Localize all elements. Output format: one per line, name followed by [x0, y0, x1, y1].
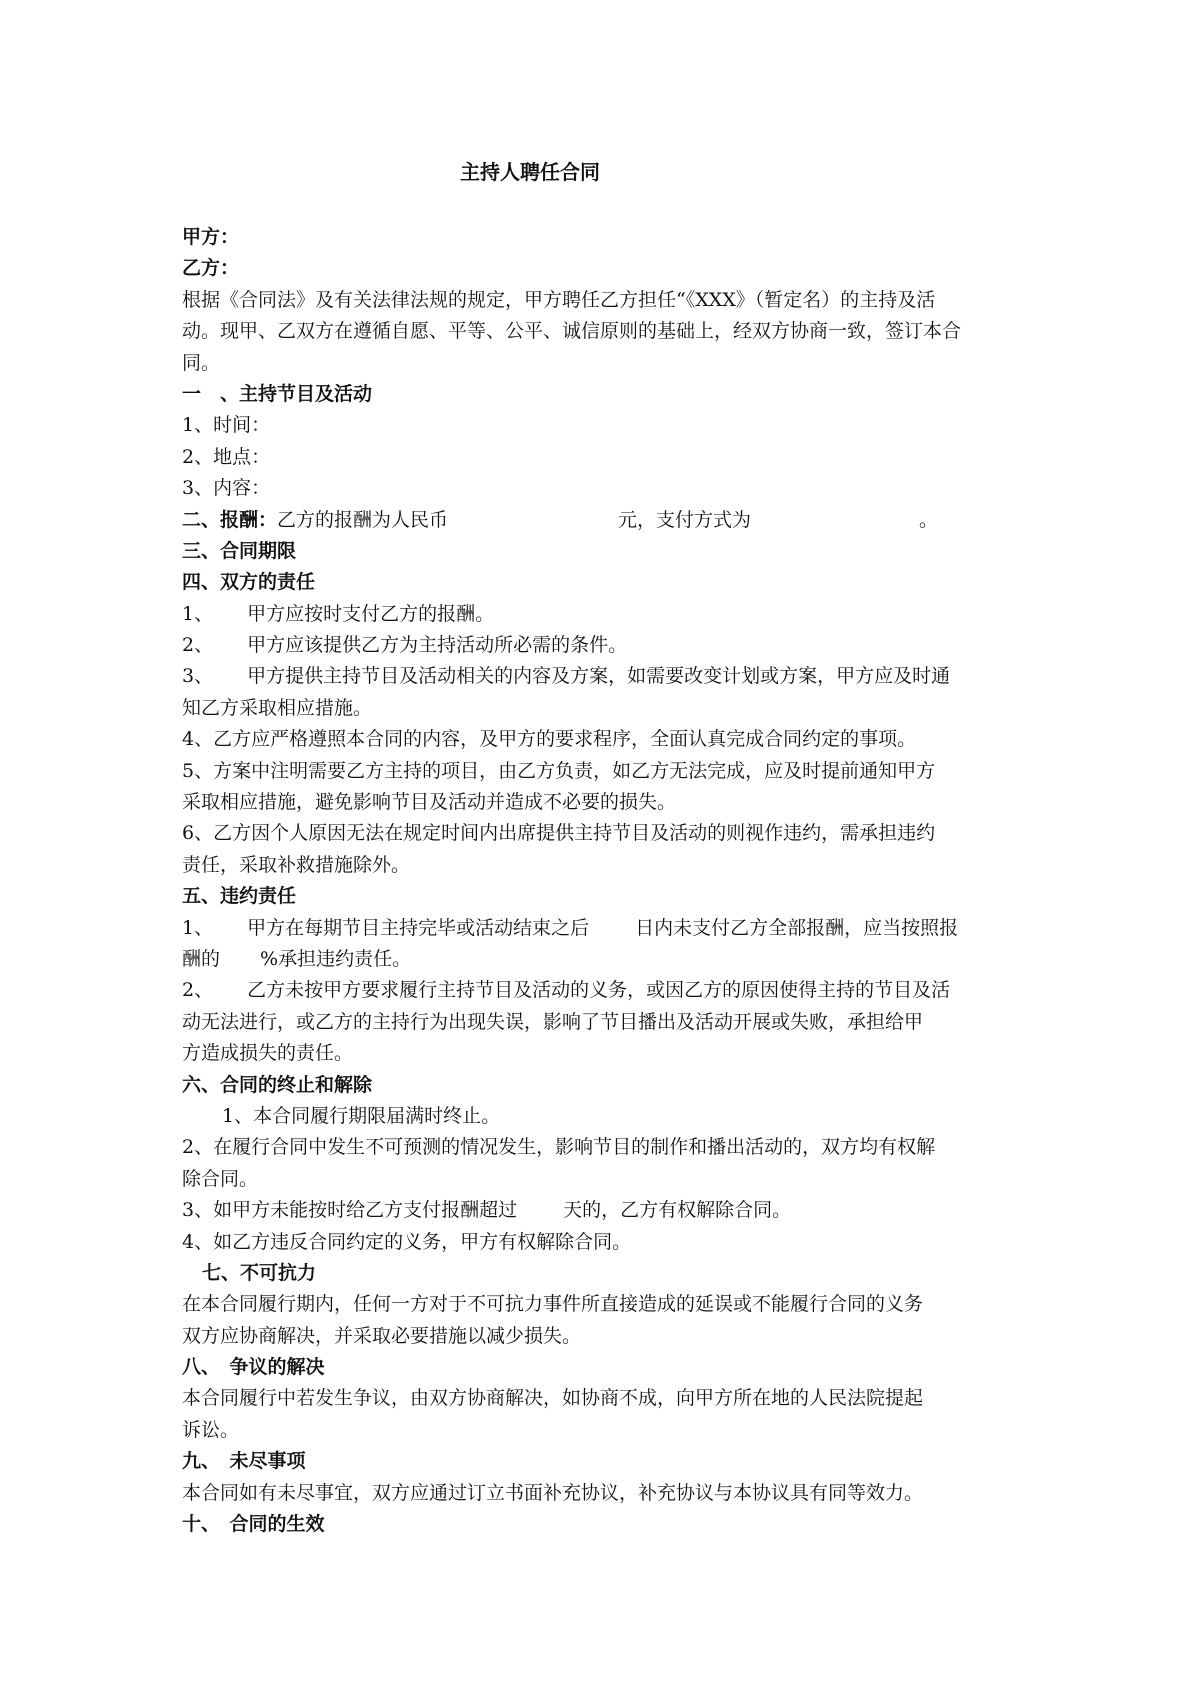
- section-7-line-2: 双方应协商解决，并采取必要措施以减少损失。: [182, 1324, 582, 1347]
- section-4-item-3-cont: 知乙方采取相应措施。: [182, 696, 373, 719]
- item-text: 乙方未按甲方要求履行主持节目及活动的义务，或因乙方的原因使得主持的节目及活: [247, 979, 951, 1002]
- section-4-item-5-cont: 采取相应措施，避免影响节目及活动并造成不必要的损失。: [182, 791, 677, 814]
- section-2-heading: 二、报酬：: [182, 508, 278, 531]
- item-text: 日内未支付乙方全部报酬，应当按照报: [635, 916, 959, 939]
- section-3-heading: 三、合同期限: [182, 539, 297, 562]
- item-text: %承担违约责任。: [260, 947, 412, 970]
- section-6-item-4: 4、如乙方违反合同约定的义务，甲方有权解除合同。: [182, 1230, 632, 1253]
- intro-line-2: 动。现甲、乙双方在遵循自愿、平等、公平、诚信原则的基础上，经双方协商一致，签订本合: [182, 320, 962, 343]
- section-5-heading: 五、违约责任: [182, 885, 297, 908]
- section-8-line-2: 诉讼。: [182, 1418, 240, 1441]
- section-5-item-2-cont-1: 动无法进行，或乙方的主持行为出现失误，影响了节目播出及活动开展或失败，承担给甲: [182, 1010, 924, 1033]
- section-4-item-6-cont: 责任，采取补救措施除外。: [182, 853, 411, 876]
- section-1-heading: 一 、主持节目及活动: [182, 382, 373, 405]
- section-1-item-time: 1、时间：: [182, 414, 271, 437]
- section-9-line-1: 本合同如有未尽事宜，双方应通过订立书面补充协议，补充协议与本协议具有同等效力。: [182, 1481, 924, 1504]
- section-6-item-2: 2、在履行合同中发生不可预测的情况发生，影响节目的制作和播出活动的，双方均有权解: [182, 1136, 936, 1159]
- section-5-item-1-cont: [182, 944, 1020, 975]
- document-body: [182, 222, 1020, 1540]
- item-text: 天的，乙方有权解除合同。: [563, 1199, 792, 1222]
- section-6-item-1: 1、本合同履行期限届满时终止。: [222, 1104, 501, 1127]
- item-number: 2、: [182, 634, 214, 657]
- item-text: 甲方应按时支付乙方的报酬。: [247, 602, 495, 625]
- item-number: 1、: [182, 602, 214, 625]
- party-b-label: 乙方：: [182, 257, 240, 280]
- section-6-heading: 六、合同的终止和解除: [182, 1073, 373, 1096]
- section-4-heading: 四、双方的责任: [182, 571, 316, 594]
- item-text: 3、如甲方未能按时给乙方支付报酬超过: [182, 1199, 518, 1222]
- section-6-item-3: [182, 1195, 1020, 1226]
- section-2-text-a: 乙方的报酬为人民币: [277, 508, 449, 531]
- section-10-heading: 十、 合同的生效: [182, 1513, 325, 1536]
- document-title: 主持人聘任合同: [460, 160, 600, 184]
- section-4-item-1: [182, 599, 1020, 630]
- item-text: 甲方提供主持节目及活动相关的内容及方案，如需要改变计划或方案，甲方应及时通: [247, 665, 951, 688]
- section-6-item-2-cont: 除合同。: [182, 1167, 259, 1190]
- item-text: 甲方在每期节目主持完毕或活动结束之后: [247, 916, 590, 939]
- section-4-item-4: 4、乙方应严格遵照本合同的内容，及甲方的要求程序，全面认真完成合同约定的事项。: [182, 728, 917, 751]
- section-8-line-1: 本合同履行中若发生争议，由双方协商解决，如协商不成，向甲方所在地的人民法院提起: [182, 1387, 924, 1410]
- item-number: 2、: [182, 979, 214, 1002]
- section-1-item-place: 2、地点：: [182, 445, 271, 468]
- intro-line-3: 同。: [182, 351, 221, 374]
- intro-line-1: 根据《合同法》及有关法律法规的规定，甲方聘任乙方担任“《XXX》（暂定名）的主持及活: [182, 288, 936, 311]
- section-1-item-content: 3、内容：: [182, 477, 271, 500]
- section-5-item-2: [182, 975, 1020, 1006]
- section-2-text-b: 元，支付方式为: [618, 508, 752, 531]
- item-text: 酬的: [182, 947, 221, 970]
- section-4-item-2: [182, 630, 1020, 661]
- section-2-line: [182, 505, 1020, 536]
- party-a-label: 甲方：: [182, 226, 240, 248]
- section-5-item-2-cont-2: 方造成损失的责任。: [182, 1042, 354, 1065]
- section-4-item-3: [182, 661, 1020, 692]
- item-number: 1、: [182, 916, 214, 939]
- section-5-item-1: [182, 913, 1020, 944]
- section-4-item-5: 5、方案中注明需要乙方主持的项目，由乙方负责，如乙方无法完成，应及时提前通知甲方: [182, 759, 936, 782]
- section-4-item-6: 6、乙方因个人原因无法在规定时间内出席提供主持节目及活动的则视作违约，需承担违约: [182, 822, 936, 845]
- section-9-heading: 九、 未尽事项: [182, 1450, 306, 1473]
- section-7-heading: 七、不可抗力: [202, 1261, 317, 1284]
- section-2-text-c: 。: [919, 508, 939, 531]
- item-number: 3、: [182, 665, 214, 688]
- section-7-line-1: 在本合同履行期内，任何一方对于不可抗力事件所直接造成的延误或不能履行合同的义务: [182, 1293, 924, 1316]
- item-text: 甲方应该提供乙方为主持活动所必需的条件。: [247, 634, 628, 657]
- section-8-heading: 八、 争议的解决: [182, 1356, 325, 1379]
